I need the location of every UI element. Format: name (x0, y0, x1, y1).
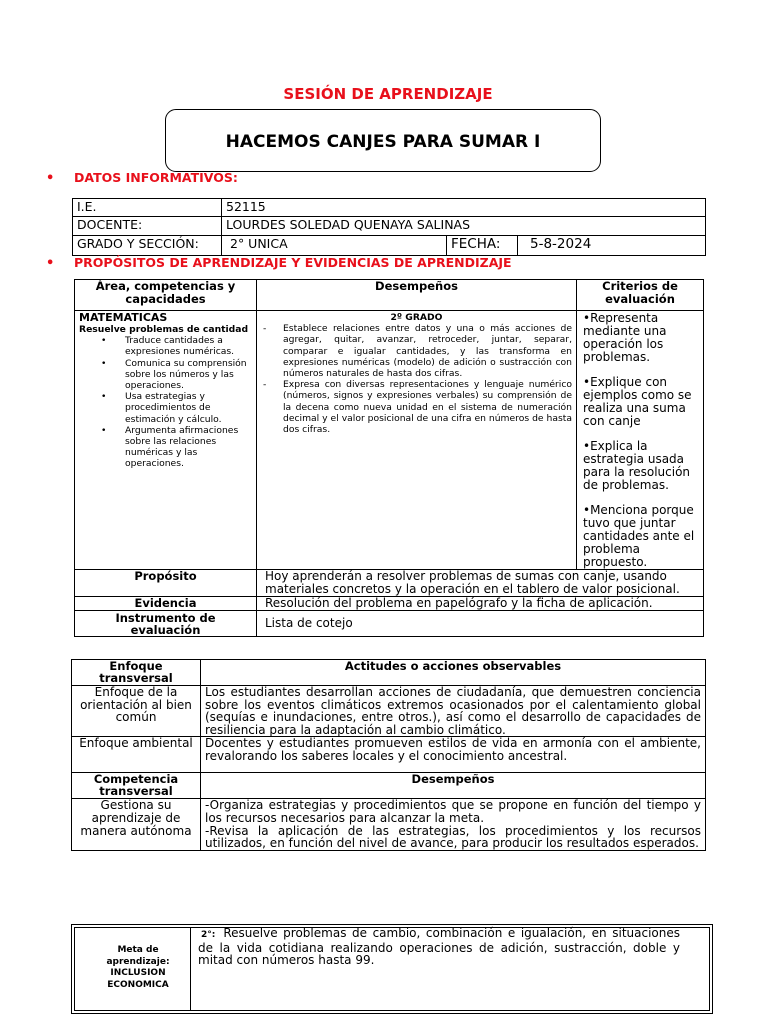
ie-value: 52115 (222, 199, 706, 217)
docente-label: DOCENTE: (73, 217, 222, 236)
actitudes-header: Actitudes o acciones observables (201, 660, 706, 686)
bullet-icon: • (46, 256, 55, 271)
instrumento-label: Instrumento de evaluación (75, 611, 257, 637)
docente-value: LOURDES SOLEDAD QUENAYA SALINAS (222, 217, 706, 236)
competencia-name: Resuelve problemas de cantidad (79, 324, 249, 335)
header-criterios: Criterios de evaluación (577, 280, 704, 311)
comp-desempenos-header: Desempeños (201, 773, 706, 799)
section-propositos: PROPÓSITOS DE APRENDIZAJE Y EVIDENCIAS DE APRENDIZAJE (74, 255, 512, 270)
desempeno-item: - Establece relaciones entre datos y una o más acciones de agregar, quitar, avanzar, retroceder, juntar, separar, comparar e igualar cantidades, y las transforma en expresiones numéricas (modelo) de adición o sustracción con números naturales de hasta dos cifras. (261, 323, 572, 379)
area-cell (75, 311, 257, 570)
fecha-value: 5-8-2024 (518, 236, 706, 256)
evidencia-value: Resolución del problema en papelógrafo y la ficha de aplicación. (257, 597, 704, 611)
instrumento-value: Lista de cotejo (257, 611, 704, 637)
meta-label: Meta de aprendizaje: INCLUSION ECONOMICA (106, 945, 170, 990)
enfoque-text: Docentes y estudiantes promueven estilos de vida en armonía con el ambiente, revalorando los saberes locales y el conocimiento ancestral. (201, 737, 706, 773)
ie-label: I.E. (73, 199, 222, 217)
comp-line: -Revisa la aplicación de las estrategias, los procedimientos y los recursos utilizados, en función del nivel de avance, para producir los resultados esperados. (205, 823, 701, 851)
capacidad-item: • Comunica su comprensión sobre los números y las operaciones. (79, 358, 252, 392)
header-desempenos: Desempeños (257, 280, 577, 311)
criterio-item: •Explica la estrategia usada para la resolución de problemas. (583, 439, 691, 492)
meta-text-block (198, 927, 680, 967)
fecha-label: FECHA: (447, 236, 518, 256)
criterio-item: •Menciona porque tuvo que juntar cantidades ante el problema propuesto. (583, 503, 695, 569)
enfoque-name: Enfoque de la orientación al bien común (72, 686, 201, 737)
page-title: SESIÓN DE APRENDIZAJE (283, 85, 493, 103)
meta-text: Resuelve problemas de cambio, combinación e igualación, en situaciones de la vida cotidiana realizando operaciones de adición, sustracción, doble y mitad con números hasta 99. (198, 926, 680, 967)
grado-value: 2° UNICA (222, 236, 447, 256)
competencia-header: Competencia transversal (72, 773, 201, 799)
capacidad-item: • Argumenta afirmaciones sobre las relaciones numéricas y las operaciones. (79, 425, 252, 470)
meta-divider (190, 927, 191, 1011)
section-datos-informativos: DATOS INFORMATIVOS: (74, 170, 238, 185)
evidencia-label: Evidencia (75, 597, 257, 611)
propositos-table (74, 279, 704, 637)
enfoque-header: Enfoque transversal (72, 660, 201, 686)
desempenos-cell (257, 311, 577, 570)
criterio-item: •Explique con ejemplos como se realiza una suma con canje (583, 375, 692, 428)
grado-heading: 2º GRADO (390, 312, 443, 323)
enfoque-table (71, 659, 706, 851)
competencia-name: Gestiona su aprendizaje de manera autónoma (72, 799, 201, 851)
grado-label: GRADO Y SECCIÓN: (73, 236, 222, 256)
competencia-desempenos (201, 799, 706, 851)
capacidad-item: • Usa estrategias y procedimientos de estimación y cálculo. (79, 391, 252, 425)
proposito-value: Hoy aprenderán a resolver problemas de sumas con canje, usando materiales concretos y la operación en el tablero de valor posicional. (257, 570, 704, 597)
criterio-item: •Representa mediante una operación los problemas. (583, 311, 667, 364)
capacidad-item: • Traduce cantidades a expresiones numéricas. (79, 335, 252, 357)
area-name: MATEMATICAS (79, 311, 168, 324)
proposito-label: Propósito (75, 570, 257, 597)
criterios-cell (577, 311, 704, 570)
bullet-icon: • (46, 171, 55, 186)
datos-table (72, 198, 706, 256)
session-title: HACEMOS CANJES PARA SUMAR I (225, 132, 541, 152)
header-area: Área, competencias y capacidades (75, 280, 257, 311)
enfoque-text: Los estudiantes desarrollan acciones de ciudadanía, que demuestren conciencia sobre los eventos climáticos extremos ocasionados por el calentamiento global (sequías e inundaciones, entre otros.), así como el desarrollo de capacidades de resiliencia para la adaptación al cambio climático. (201, 686, 706, 737)
desempeno-item: - Expresa con diversas representaciones y lenguaje numérico (números, signos y expresiones verbales) su comprensión de la decena como nueva unidad en el sistema de numeración decimal y el valor posicional de una cifra en números de hasta dos cifras. (261, 379, 572, 435)
meta-grade: 2°: (201, 930, 216, 940)
comp-line: -Organiza estrategias y procedimientos que se propone en función del tiempo y los recursos necesarios para alcanzar la meta. (205, 798, 701, 825)
enfoque-name: Enfoque ambiental (72, 737, 201, 773)
